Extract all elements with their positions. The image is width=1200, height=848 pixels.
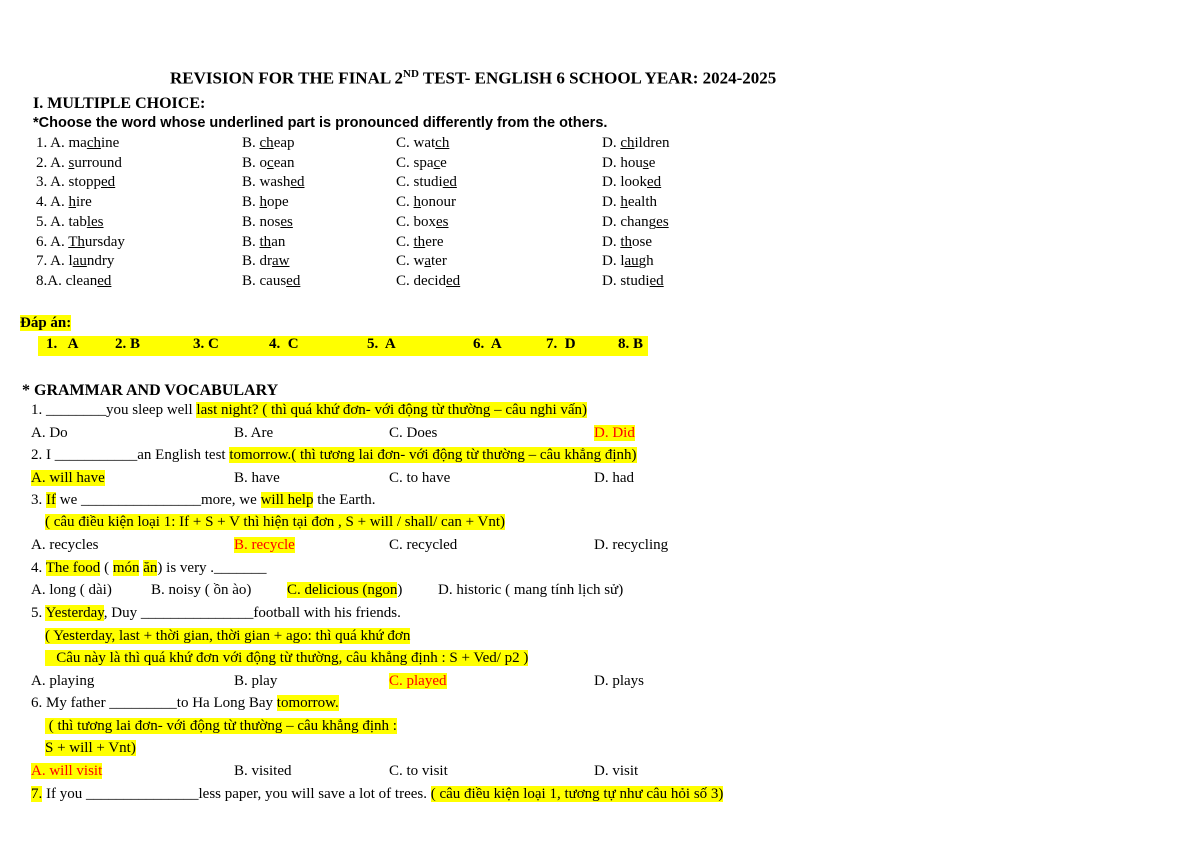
q3-option-d: D. recycling (594, 537, 669, 553)
question-3: 3. If we ________________more, we will help the Earth. (31, 492, 376, 508)
mc-q5-option-a: 5. A. tables (36, 213, 104, 230)
q3-option-a: A. recycles (31, 537, 99, 553)
mc-q6-option-b: B. than (242, 233, 286, 250)
q1-option-c: C. Does (389, 425, 438, 441)
q5-option-c: C. played (389, 673, 447, 689)
q3-option-b: B. recycle (234, 537, 295, 553)
mc-q3-option-c: C. studied (396, 174, 457, 191)
q5-note-1: ( Yesterday, last + thời gian, thời gian + ago: thì quá khứ đơn (45, 628, 411, 644)
q1-option-a: A. Do (31, 425, 68, 441)
mc-q1-option-b: B. cheap (242, 135, 295, 151)
answers-label: Đáp án: (20, 315, 72, 331)
q2-option-c: C. to have (389, 470, 451, 486)
mc-q7-option-b: B. draw (242, 253, 290, 270)
q4-option-a: A. long ( dài) (31, 582, 112, 598)
q6-note-1: ( thì tương lai đơn- với động từ thường – câu khẳng định : (45, 718, 397, 734)
q3-note: ( câu điều kiện loại 1: If + S + V thì hiện tại đơn , S + will / shall/ can + Vnt) (45, 514, 506, 530)
section1-heading: I. MULTIPLE CHOICE: (33, 95, 206, 112)
mc-q1-option-c: C. watch (396, 135, 450, 151)
q1-option-d: D. Did (594, 425, 635, 441)
q4-option-d: D. historic ( mang tính lịch sử) (438, 582, 624, 598)
question-5: 5. Yesterday, Duy _______________football with his friends. (31, 605, 401, 621)
question-1: 1. ________you sleep well last night? ( thì quá khứ đơn- với động từ thường – câu nghi vấn) (31, 402, 588, 418)
q1-option-b: B. Are (234, 425, 274, 441)
q6-option-b: B. visited (234, 763, 292, 779)
q5-option-a: A. playing (31, 673, 95, 689)
mc-q7-option-d: D. laugh (602, 253, 654, 270)
mc-q1-option-a: 1. A. machine (36, 135, 120, 151)
q2-option-a: A. will have (31, 470, 105, 486)
q5-option-b: B. play (234, 673, 278, 689)
q3-option-c: C. recycled (389, 537, 458, 553)
mc-q8-option-b: B. caused (242, 272, 301, 289)
q6-option-a: A. will visit (31, 763, 103, 779)
q6-option-d: D. visit (594, 763, 639, 779)
section1-instruction: *Choose the word whose underlined part is pronounced differently from the others. (33, 115, 608, 131)
mc-q4-option-c: C. honour (396, 194, 457, 211)
mc-q8-option-c: C. decided (396, 272, 461, 289)
answer-3: 3. C (193, 336, 219, 352)
answer-2: 2. B (115, 336, 141, 352)
question-7: 7. If you _______________less paper, you will save a lot of trees. ( câu điều kiện loại 1, tương tự như câu hỏi số 3) (31, 786, 724, 802)
mc-q2-option-d: D. house (602, 154, 656, 171)
mc-q2-option-b: B. ocean (242, 154, 295, 171)
question-2: 2. I ___________an English test tomorrow.( thì tương lai đơn- với động từ thường – câu khẳng định) (31, 447, 637, 463)
mc-q3-option-a: 3. A. stopped (36, 174, 116, 191)
q4-option-b: B. noisy ( ồn ào) (151, 582, 252, 598)
mc-q2-option-a: 2. A. surround (36, 154, 122, 171)
question-4: 4. The food ( món ăn) is very ._______ (31, 560, 267, 576)
answer-4: 4. C (269, 336, 299, 352)
answer-8: 8. B (618, 336, 644, 352)
q6-note-2: S + will + Vnt) (45, 740, 136, 756)
q6-option-c: C. to visit (389, 763, 448, 779)
answer-1: 1. A (46, 336, 79, 352)
mc-q5-option-d: D. changes (602, 213, 669, 230)
mc-q6-option-d: D. those (602, 233, 653, 250)
q2-option-b: B. have (234, 470, 280, 486)
answer-6: 6. A (473, 336, 502, 352)
q2-option-d: D. had (594, 470, 634, 486)
mc-q3-option-b: B. washed (242, 174, 305, 191)
answers-bar (38, 336, 648, 356)
mc-q4-option-d: D. health (602, 194, 657, 211)
q4-option-c: C. delicious (ngon) (287, 582, 403, 598)
mc-q4-option-b: B. hope (242, 194, 289, 211)
mc-q1-option-d: D. children (602, 135, 670, 151)
section2-heading: * GRAMMAR AND VOCABULARY (22, 382, 279, 399)
page-title: REVISION FOR THE FINAL 2ND TEST- ENGLISH 6 SCHOOL YEAR: 2024-2025 (170, 68, 777, 88)
mc-q8-option-a: 8.A. cleaned (36, 272, 112, 289)
mc-q4-option-a: 4. A. hire (36, 194, 92, 211)
mc-q7-option-a: 7. A. laundry (36, 253, 115, 270)
mc-q6-option-a: 6. A. Thursday (36, 233, 125, 250)
mc-q2-option-c: C. space (396, 154, 447, 171)
mc-q5-option-c: C. boxes (396, 213, 449, 230)
question-6: 6. My father _________to Ha Long Bay tomorrow. (31, 695, 339, 711)
mc-q6-option-c: C. there (396, 233, 444, 250)
q5-note-2: Câu này là thì quá khứ đơn với động từ thường, câu khẳng định : S + Ved/ p2 ) (45, 650, 529, 666)
mc-q3-option-d: D. looked (602, 174, 662, 191)
answer-7: 7. D (546, 336, 576, 352)
answer-5: 5. A (367, 336, 396, 352)
mc-q8-option-d: D. studied (602, 272, 664, 289)
mc-q7-option-c: C. water (396, 253, 447, 270)
q5-option-d: D. plays (594, 673, 644, 689)
mc-q5-option-b: B. noses (242, 213, 293, 230)
